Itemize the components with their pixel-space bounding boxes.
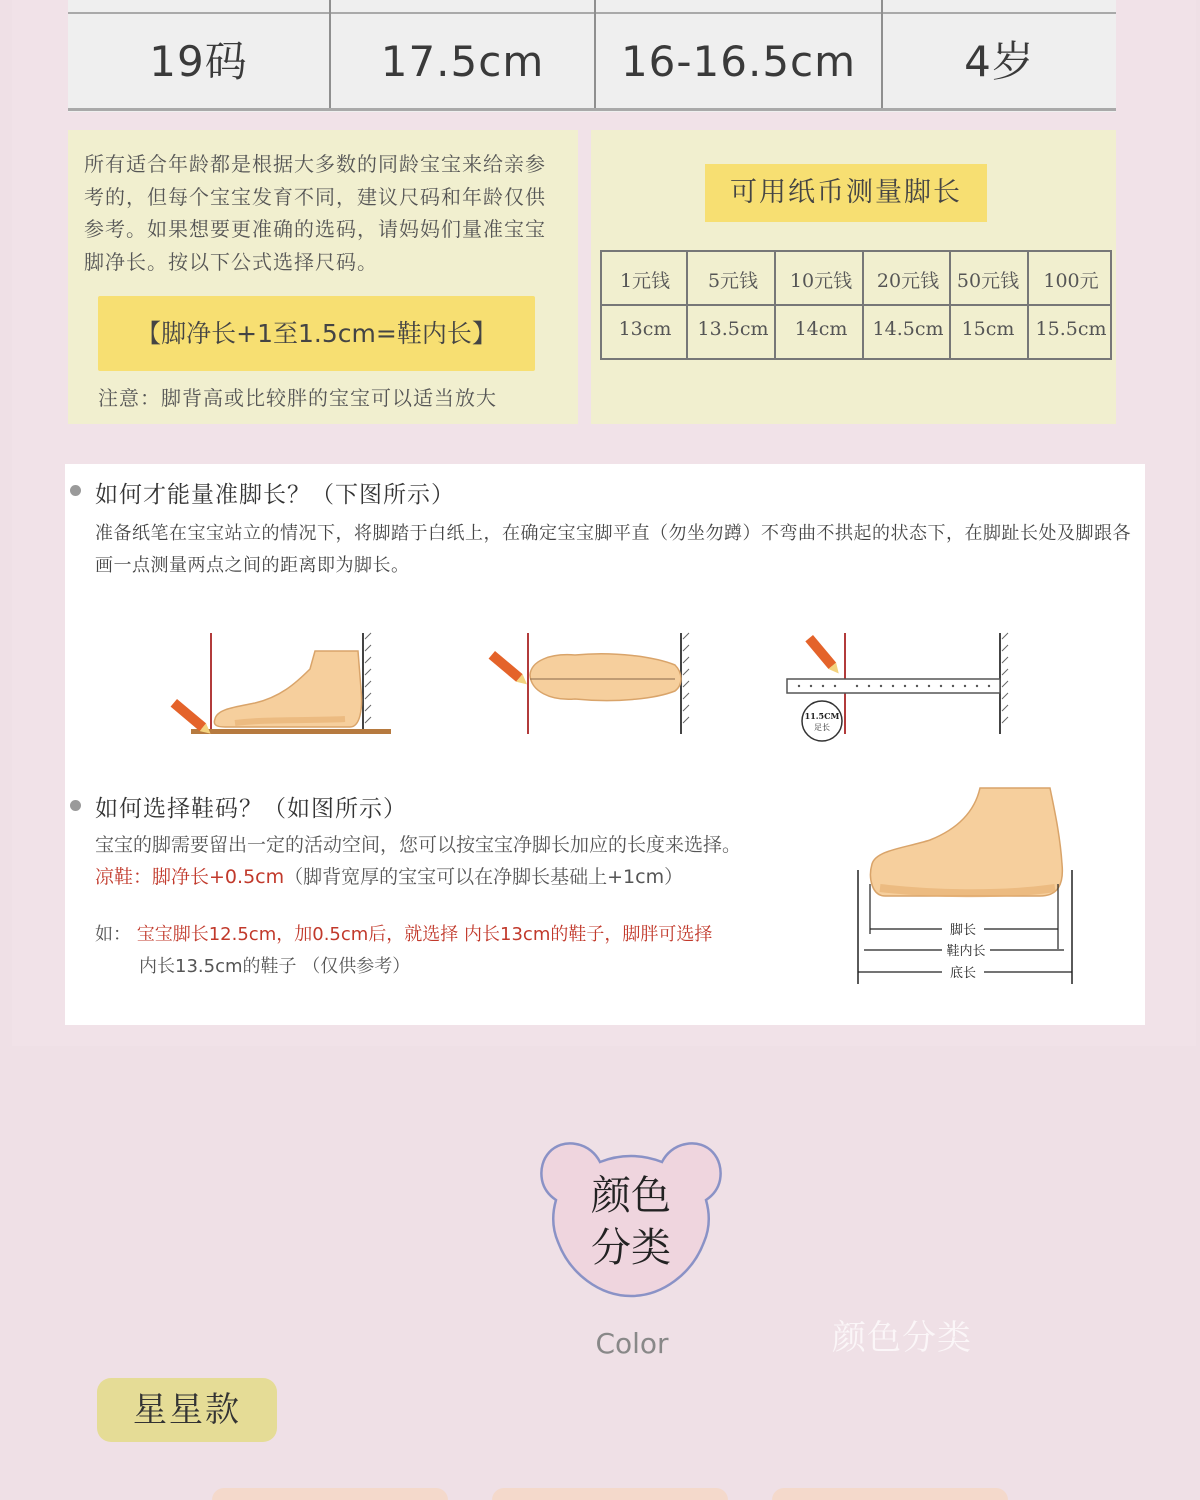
banknote-name: 10元钱 bbox=[789, 270, 853, 292]
banknote-name: 5元钱 bbox=[707, 270, 759, 292]
banknote-table bbox=[600, 250, 1112, 360]
banknote-name: 1元钱 bbox=[619, 270, 671, 292]
table-border-top bbox=[68, 12, 1116, 14]
banknote-length: 14.5cm bbox=[872, 318, 944, 340]
banknote-length: 13cm bbox=[618, 318, 672, 340]
table-border-bottom bbox=[68, 108, 1116, 111]
sizing-tip-text: 所有适合年龄都是根据大多数的同龄宝宝来给亲参考的，但每个宝宝发育不同，建议尺码和年龄仅供参考。如果想要更准确的选码，请妈妈们量准宝宝脚净长。按以下公式选择尺码。 bbox=[84, 152, 546, 274]
size-cell-code: 19码 bbox=[149, 37, 248, 86]
banknote-title: 可用纸币测量脚长 bbox=[705, 164, 987, 222]
product-thumbnail[interactable] bbox=[492, 1488, 728, 1500]
product-thumbnail[interactable] bbox=[212, 1488, 448, 1500]
bullet-icon bbox=[70, 800, 81, 811]
measure-paragraph: 准备纸笔在宝宝站立的情况下，将脚踏于白纸上，在确定宝宝脚平直（勿坐勿蹲）不弯曲不拱起的状态下，在脚趾长处及脚跟各画一点测量两点之间的距离即为脚长。 bbox=[95, 523, 1131, 576]
choose-line2 bbox=[95, 861, 683, 893]
badge-line1: 颜色 bbox=[591, 1173, 671, 1219]
diagram-label-sole: 底长 bbox=[949, 966, 977, 981]
banknote-length: 13.5cm bbox=[697, 318, 769, 340]
choose-line1: 宝宝的脚需要留出一定的活动空间，您可以按宝宝净脚长加应的长度来选择。 bbox=[95, 834, 742, 856]
banknote-name: 20元钱 bbox=[876, 270, 940, 292]
color-english-label: Color bbox=[595, 1327, 669, 1360]
sizing-tip-box bbox=[68, 130, 578, 424]
choose-heading: 如何选择鞋码？（如图所示） bbox=[95, 796, 407, 822]
color-ghost-label: 颜色分类 bbox=[832, 1318, 972, 1358]
color-category-badge bbox=[536, 1136, 726, 1302]
measure-instructions-panel bbox=[65, 464, 1145, 1025]
shoe-length-diagram bbox=[850, 784, 1080, 994]
size-cell-insole: 17.5cm bbox=[380, 37, 545, 86]
diagram-label-insole: 鞋内长 bbox=[946, 944, 986, 959]
banknote-name: 50元钱 bbox=[956, 270, 1020, 292]
badge-line2: 分类 bbox=[591, 1225, 671, 1271]
banknote-measure-box bbox=[591, 130, 1116, 424]
banknote-length: 14cm bbox=[794, 318, 848, 340]
example-line2: 内长13.5cm的鞋子 （仅供参考） bbox=[139, 956, 411, 977]
sandal-label: 凉鞋： bbox=[95, 866, 153, 888]
ruler-diagram bbox=[765, 629, 1035, 749]
foot-top-diagram bbox=[485, 629, 715, 744]
style-tag-star[interactable]: 星星款 bbox=[97, 1378, 277, 1442]
diagram-label-foot: 脚长 bbox=[949, 923, 977, 938]
sandal-note: （脚背宽厚的宝宝可以在净脚长基础上+1cm） bbox=[284, 866, 684, 888]
banknote-name: 100元 bbox=[1043, 270, 1099, 292]
measure-heading: 如何才能量准脚长？（下图所示） bbox=[95, 482, 455, 508]
foot-side-diagram bbox=[165, 629, 495, 744]
table-divider bbox=[602, 304, 1110, 306]
size-cell-foot: 16-16.5cm bbox=[620, 37, 857, 86]
sandal-formula: 脚净长+0.5cm bbox=[152, 866, 285, 888]
ruler-badge-label: 11.5CM bbox=[804, 711, 840, 721]
sizing-note: 注意：脚背高或比较胖的宝宝可以适当放大 bbox=[98, 386, 497, 410]
svg-text:足长: 足长 bbox=[814, 723, 830, 732]
bullet-icon bbox=[70, 485, 81, 496]
size-cell-age: 4岁 bbox=[964, 37, 1035, 86]
banknote-length: 15.5cm bbox=[1035, 318, 1107, 340]
example-line1: 如： 宝宝脚长12.5cm，加0.5cm后，就选择 内长13cm的鞋子，脚胖可选择 bbox=[95, 924, 713, 945]
sizing-formula: 【脚净长+1至1.5cm=鞋内长】 bbox=[98, 296, 535, 371]
product-thumbnail[interactable] bbox=[772, 1488, 1008, 1500]
example-text: 宝宝脚长12.5cm，加0.5cm后，就选择 内长13cm的鞋子，脚胖可选择 bbox=[136, 924, 713, 945]
banknote-length: 15cm bbox=[961, 318, 1015, 340]
size-table bbox=[68, 0, 1116, 112]
